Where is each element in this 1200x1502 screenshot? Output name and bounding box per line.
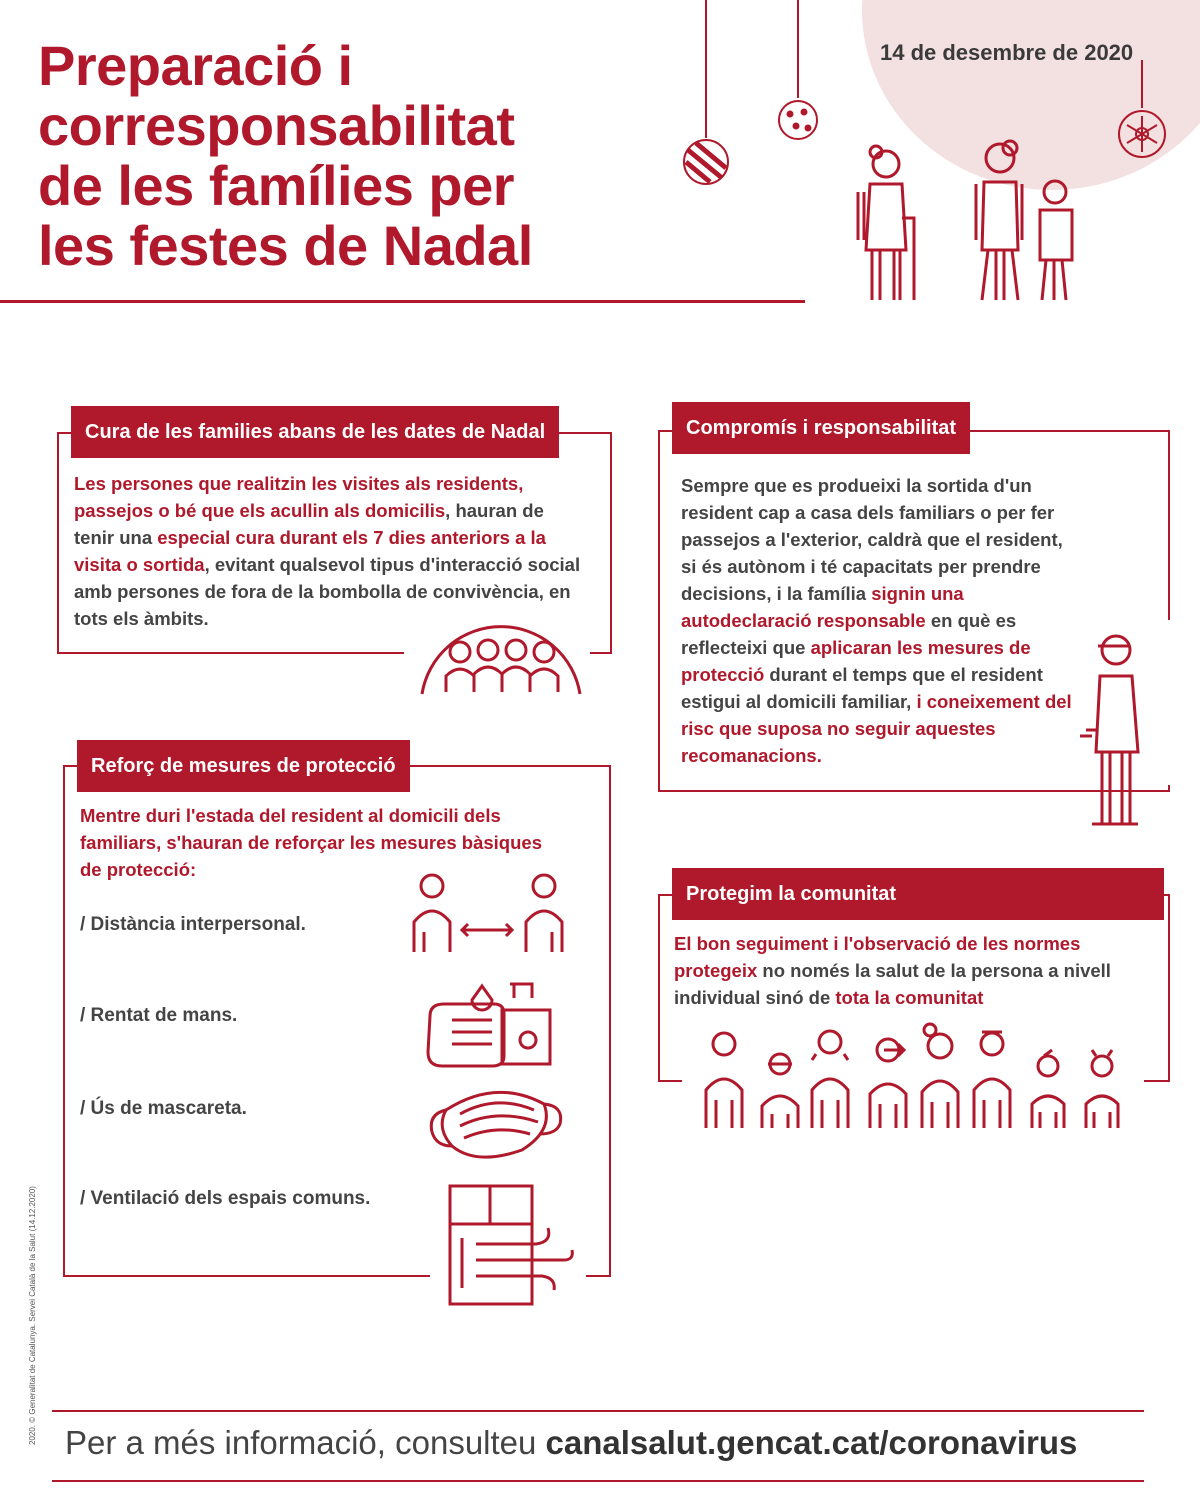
footer-rule-bottom	[52, 1480, 1144, 1482]
box-reforc-intro	[80, 802, 550, 883]
box-reforc-title: Reforç de mesures de protecció	[91, 754, 396, 777]
text-segment: Sempre que es produeixi la sortida d'un resident cap a casa dels familiars o per fer passejos a l'exterior, caldrà que el resident, si és autònom i té capacitats per prendre decisions, i la família	[681, 475, 1063, 604]
box-compromis-header	[672, 402, 970, 454]
community-group-icon	[700, 1020, 1130, 1130]
title-line: les festes de Nadal	[38, 214, 533, 277]
text-segment: en què es reflecteixi que	[681, 610, 1017, 658]
resident-person-icon	[1072, 632, 1152, 828]
copyright-credit: 2020. © Generalitat de Catalunya. Servei Català de la Salut (14.12.2020)	[28, 1186, 37, 1445]
footer-rule-top	[52, 1410, 1144, 1412]
window-ventilation-icon	[446, 1184, 576, 1306]
title-line: Preparació i	[38, 34, 353, 97]
text-segment: aplicaran les mesures de protecció	[681, 637, 1031, 685]
family-icon	[850, 140, 1090, 305]
text-segment: , evitant qualsevol tipus d'interacció social amb persones de fora de la bombolla de convivència, en tots els àmbits.	[74, 554, 581, 629]
text-segment: Les persones que realitzin les visites als residents, passejos o bé que els acullin als domicilis	[74, 473, 524, 521]
box-cura-header	[71, 406, 559, 458]
text-segment: i coneixement del risc que suposa no seguir aquestes recomanacions.	[681, 691, 1072, 766]
title-line: corresponsabilitat	[38, 94, 515, 157]
title-divider	[0, 300, 805, 303]
bubble-group-icon	[416, 600, 586, 696]
text-segment: , hauran de tenir una	[74, 500, 544, 548]
text-segment: tota la comunitat	[835, 987, 984, 1008]
page-title	[38, 36, 658, 276]
footer-info	[65, 1424, 1077, 1462]
publication-date: 14 de desembre de 2020	[880, 40, 1134, 65]
text-segment: Mentre duri l'estada del resident al domicili dels familiars, s'hauran de	[80, 805, 501, 853]
footer-prefix: Per a més informació, consulteu	[65, 1424, 546, 1461]
box-protegim-title: Protegim la comunitat	[686, 882, 897, 905]
footer-link[interactable]: canalsalut.gencat.cat/coronavirus	[545, 1424, 1078, 1461]
measure-item-distance: / Distància interpersonal.	[80, 914, 306, 935]
mask-icon	[426, 1080, 566, 1160]
text-segment: reforçar les mesures bàsiques de protecció:	[80, 832, 542, 880]
box-compromis-title: Compromís i responsabilitat	[686, 416, 957, 439]
measure-item-ventilation: / Ventilació dels espais comuns.	[80, 1188, 371, 1209]
text-segment: signin una autodeclaració responsable	[681, 583, 964, 631]
handwash-icon	[422, 970, 558, 1070]
text-segment: especial cura durant els 7 dies anteriors a la visita o sortida	[74, 527, 546, 575]
box-reforc-header	[77, 740, 410, 792]
distance-icon	[408, 872, 568, 956]
box-protegim-header	[672, 868, 1164, 920]
measure-item-handwash: / Rentat de mans.	[80, 1005, 238, 1026]
box-protegim-text	[674, 930, 1144, 1011]
text-segment: no només la salut de la persona a nivell individual sinó de	[674, 960, 1111, 1008]
measure-item-mask: / Ús de mascareta.	[80, 1098, 247, 1119]
text-segment: El bon seguiment i l'observació de les normes protegeix	[674, 933, 1081, 981]
box-cura-title: Cura de les families abans de les dates de Nadal	[85, 420, 546, 443]
title-line: de les famílies per	[38, 154, 515, 217]
text-segment: durant el temps que el resident estigui al domicili familiar,	[681, 664, 1043, 712]
box-compromis-text	[681, 472, 1081, 769]
